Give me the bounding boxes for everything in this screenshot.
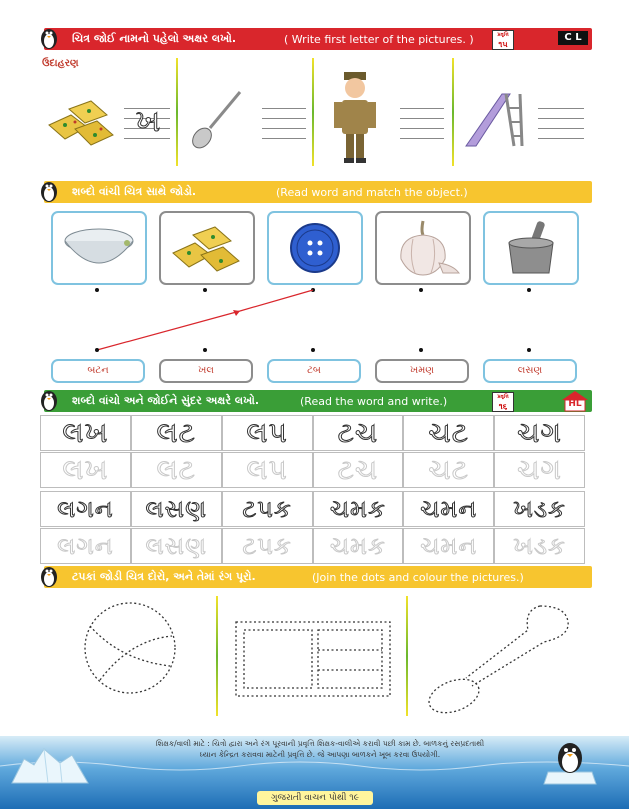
trace-cell[interactable]: ચટ — [403, 452, 494, 488]
activity-badge-1: પ્રવૃત્તિ ૧૫ — [492, 30, 514, 50]
trace-cell[interactable]: ચમન — [403, 528, 494, 564]
activity-badge-2: પ્રવૃત્તિ ૧૬ — [492, 392, 514, 412]
section3-title-english: (Read the word and write.) — [300, 394, 448, 408]
word-cell: ચમક — [313, 491, 404, 527]
trace-cell[interactable]: લપ — [222, 452, 313, 488]
word-cell: ટપક — [222, 491, 313, 527]
section4-title-gujarati: ટપકાં જોડી ચિત્ર દોરો, અને તેમાં રંગ પૂરો. — [72, 570, 256, 583]
section2-title-gujarati: શબ્દો વાંચી ચિત્ર સાથે જોડો. — [72, 185, 197, 198]
trace-cell[interactable]: લગન — [40, 528, 131, 564]
trace-cell[interactable]: ટપક — [222, 528, 313, 564]
penguin-on-ice-icon — [540, 738, 600, 788]
trace-cell[interactable]: લખ — [40, 452, 131, 488]
code-badge-cl: C L — [558, 31, 588, 45]
word-dot[interactable] — [527, 348, 531, 352]
word-box-khaman[interactable]: ખમણ — [375, 359, 469, 383]
word-cell: ખડક — [494, 491, 585, 527]
word-cell: લગન — [40, 491, 131, 527]
trace-cell[interactable]: ચમક — [313, 528, 404, 564]
trace-cell[interactable]: ચગ — [494, 452, 585, 488]
word-cell: ચગ — [494, 415, 585, 451]
word-cell: લપ — [222, 415, 313, 451]
section4-header-bar — [44, 566, 592, 588]
example-letter: ખ — [135, 104, 161, 139]
page-number-label: ગુજરાતી વાચન પોથી ૧૯ — [257, 791, 373, 805]
word-box-tub[interactable]: ટબ — [267, 359, 361, 383]
word-box-button[interactable]: બટન — [51, 359, 145, 383]
teacher-note — [100, 738, 540, 760]
iceberg-icon — [10, 745, 90, 785]
trace-cell[interactable]: ખડક — [494, 528, 585, 564]
section2-title-english: (Read word and match the object.) — [276, 185, 468, 199]
writing-row-1 — [40, 415, 585, 451]
section3-title-gujarati: શબ્દો વાંચો અને જોઈને સુંદર અક્ષરે લખો. — [72, 394, 260, 407]
code-badge-hl: HL — [568, 399, 582, 409]
word-cell: લસણ — [131, 491, 222, 527]
trace-cell[interactable]: લસણ — [131, 528, 222, 564]
dotted-window-picture[interactable] — [234, 620, 394, 700]
word-dot[interactable] — [311, 348, 315, 352]
section4-divider — [216, 596, 218, 716]
penguin-icon — [38, 562, 60, 588]
word-box-garlic[interactable]: લસણ — [483, 359, 577, 383]
word-cell: ચટ — [403, 415, 494, 451]
word-box-khal[interactable]: ખલ — [159, 359, 253, 383]
teacher-note-line1: શિક્ષક/વાલી માટે : ચિત્રો દ્વારા અને રંગ પૂરવાની પ્રવૃત્તિ શિક્ષક-વાલીએ કરાવી પછી કામ છે. બાળકનું રસપ્રદતાથી — [155, 739, 485, 748]
writing-row-2 — [40, 491, 585, 527]
word-cell: ટચ — [313, 415, 404, 451]
word-cell: લખ — [40, 415, 131, 451]
dotted-ball-picture[interactable] — [60, 600, 200, 700]
dotted-spoon-picture[interactable] — [420, 600, 580, 720]
word-cell: લટ — [131, 415, 222, 451]
word-dot[interactable] — [95, 348, 99, 352]
word-dot[interactable] — [203, 348, 207, 352]
section1-title-english: ( Write first letter of the pictures. ) — [284, 32, 474, 46]
penguin-icon — [38, 386, 60, 412]
trace-row-2[interactable] — [40, 528, 585, 564]
section4-divider — [406, 596, 408, 716]
trace-row-1[interactable] — [40, 452, 585, 488]
word-cell: ચમન — [403, 491, 494, 527]
trace-cell[interactable]: ટચ — [313, 452, 404, 488]
teacher-note-line2: ધ્યાન કેન્દ્રિત કરાવવા માટેની પ્રવૃત્તિ છે. જે આપણા બાળકને ખૂબ કરવા ઉપયોગી. — [199, 750, 441, 759]
section4-title-english: (Join the dots and colour the pictures.) — [312, 570, 524, 584]
example-label: ઉદાહરણ — [42, 58, 79, 69]
section1-title-gujarati: ચિત્ર જોઈ નામનો પહેલો અક્ષર લખો. — [72, 32, 237, 45]
trace-cell[interactable]: લટ — [131, 452, 222, 488]
word-dot[interactable] — [419, 348, 423, 352]
